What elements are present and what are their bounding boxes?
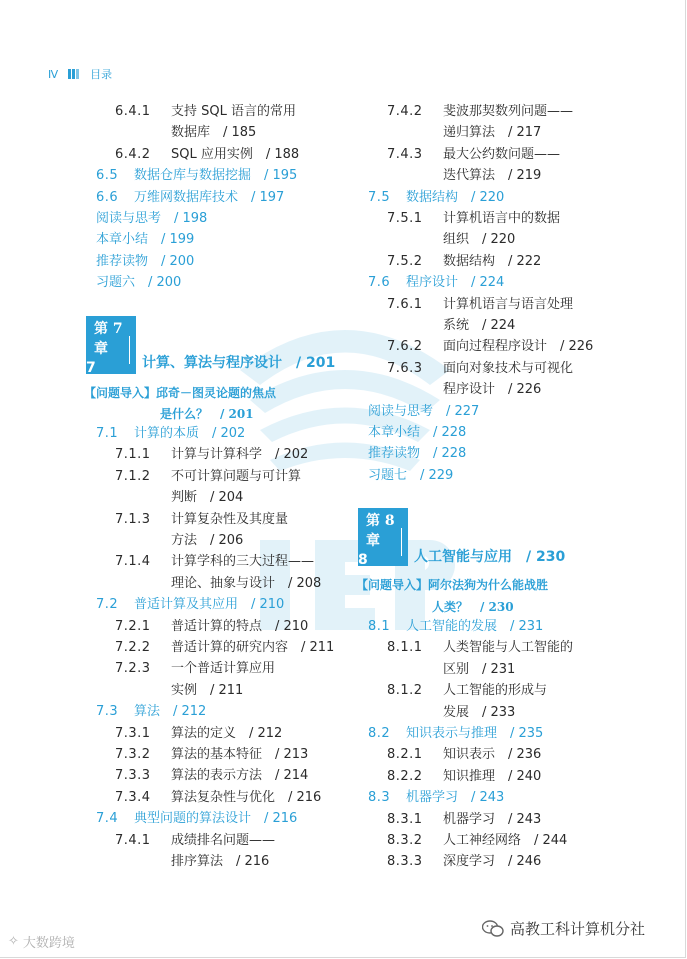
toc-entry-continuation[interactable] — [443, 230, 515, 250]
toc-subsection-entry[interactable] — [115, 788, 321, 808]
running-header — [48, 66, 112, 82]
toc-number: 7.6.3 — [387, 360, 423, 376]
toc-text: 阅读与思考 / 227 — [368, 403, 480, 419]
toc-subsection-entry[interactable] — [387, 209, 560, 229]
toc-text: 程序设计 / 226 — [443, 382, 542, 398]
toc-number: 6.4.2 — [115, 146, 151, 162]
toc-text: 算法的表示方法 / 214 — [171, 768, 309, 784]
toc-number: 6.6 — [96, 189, 119, 205]
toc-number: 7.3 — [96, 704, 119, 720]
toc-text: 计算与计算科学 / 202 — [171, 447, 309, 463]
toc-subsection-entry[interactable] — [387, 745, 541, 765]
toc-section-entry[interactable] — [96, 809, 297, 829]
footer-source — [482, 918, 645, 939]
toc-entry-continuation[interactable] — [443, 166, 541, 186]
toc-text: 区别 / 231 — [443, 661, 516, 677]
toc-text: 实例 / 211 — [171, 682, 244, 698]
toc-text: 一个普适计算应用 — [171, 661, 276, 677]
toc-number: 7.1.3 — [115, 511, 151, 527]
toc-text: 程序设计 / 224 — [406, 275, 505, 291]
toc-entry-continuation[interactable] — [443, 123, 541, 143]
toc-section-entry[interactable] — [96, 273, 181, 293]
toc-number: 8.1.2 — [387, 683, 423, 699]
toc-number: 8.3.1 — [387, 811, 423, 827]
toc-subsection-entry[interactable] — [115, 145, 299, 165]
toc-number: 7.6 — [368, 275, 391, 291]
footer-left-text: 大数跨境 — [22, 936, 75, 951]
toc-number: 7.3.2 — [115, 747, 151, 762]
toc-text: 算法的基本特征 / 213 — [171, 747, 309, 762]
toc-subsection-entry[interactable] — [387, 359, 573, 379]
toc-text: 数据仓库与数据挖掘 / 195 — [134, 168, 298, 184]
toc-text: 算法复杂性与优化 / 216 — [171, 789, 322, 805]
toc-entry-continuation[interactable] — [443, 316, 515, 336]
chapter-7-label: 第 7 章 — [94, 321, 123, 357]
toc-number: 7.4 — [96, 811, 119, 827]
toc-text: 普适计算的研究内容 / 211 — [171, 640, 335, 655]
toc-subsection-entry[interactable] — [115, 745, 308, 765]
toc-text: 发展 / 233 — [443, 704, 516, 720]
toc-entry-continuation[interactable] — [171, 574, 321, 594]
toc-section-entry[interactable] — [96, 230, 194, 250]
toc-section-entry[interactable] — [368, 444, 466, 464]
toc-entry-continuation[interactable] — [443, 703, 515, 723]
toc-number: 7.4.3 — [387, 146, 423, 162]
toc-text: 人工智能的发展 / 231 — [406, 619, 544, 634]
toc-text: 计算复杂性及其度量 — [171, 511, 289, 527]
toc-section-entry[interactable] — [96, 595, 284, 615]
toc-number: 6.5 — [96, 168, 119, 184]
toc-subsection-entry[interactable] — [115, 102, 296, 122]
chapter-8-label: 第 8 章 — [366, 513, 395, 549]
chapter-7-intro-line2[interactable]: 是什么？ / 201 — [160, 407, 254, 421]
toc-text: 普适计算的特点 / 210 — [171, 618, 309, 634]
toc-subsection-entry[interactable] — [387, 638, 573, 658]
toc-number: 7.2.1 — [115, 618, 151, 634]
footer-watermark-left — [8, 932, 75, 951]
toc-entry-continuation[interactable] — [443, 660, 515, 680]
toc-number: 7.3.1 — [115, 725, 151, 741]
toc-text: 算法 / 212 — [134, 704, 207, 720]
toc-subsection-entry[interactable] — [387, 681, 547, 701]
toc-text: 人工智能的形成与 — [443, 683, 548, 699]
toc-text: 系统 / 224 — [443, 318, 516, 333]
toc-number: 7.2 — [96, 597, 119, 613]
toc-subsection-entry[interactable] — [387, 852, 541, 872]
toc-text: 面向过程程序设计 / 226 — [443, 339, 594, 355]
toc-text: 支持 SQL 语言的常用 — [171, 104, 296, 119]
toc-section-entry[interactable] — [368, 188, 504, 208]
header-label: 目录 — [90, 68, 113, 81]
toc-section-entry[interactable] — [368, 273, 504, 293]
toc-section-entry[interactable] — [368, 724, 543, 744]
toc-number: 8.1.1 — [387, 640, 423, 656]
toc-text: 数据结构 / 220 — [406, 189, 505, 205]
chapter-divider — [401, 528, 402, 556]
toc-number: 6.4.1 — [115, 104, 151, 119]
toc-text: 知识表示与推理 / 235 — [406, 726, 544, 741]
chapter-8-title[interactable]: 人工智能与应用 / 230 — [414, 549, 566, 565]
toc-text: 斐波那契数列问题—— — [443, 104, 574, 119]
toc-subsection-entry[interactable] — [387, 337, 593, 357]
toc-subsection-entry[interactable] — [115, 831, 275, 851]
toc-text: 数据库 / 185 — [171, 125, 257, 141]
toc-subsection-entry[interactable] — [387, 102, 573, 122]
toc-number: 7.6.2 — [387, 339, 423, 355]
wechat-icon — [482, 920, 504, 938]
toc-section-entry[interactable] — [96, 702, 206, 722]
toc-section-entry[interactable] — [368, 617, 543, 637]
toc-section-entry[interactable] — [96, 424, 245, 444]
toc-number: 7.4.2 — [387, 104, 423, 119]
chapter-7-badge — [86, 316, 136, 374]
toc-text: 人工神经网络 / 244 — [443, 833, 568, 848]
toc-text: 递归算法 / 217 — [443, 125, 542, 141]
toc-entry-continuation[interactable] — [171, 488, 243, 508]
toc-section-entry[interactable] — [368, 423, 466, 443]
toc-section-entry[interactable] — [96, 252, 194, 272]
toc-text: 习题六 / 200 — [96, 275, 182, 291]
footer-left-icon: ✧ — [8, 934, 19, 949]
toc-subsection-entry[interactable] — [387, 252, 541, 272]
toc-text: 习题七 / 229 — [368, 467, 454, 483]
toc-number: 8.3.3 — [387, 854, 423, 870]
toc-subsection-entry[interactable] — [115, 724, 282, 744]
toc-entry-continuation[interactable] — [171, 123, 256, 143]
toc-subsection-entry[interactable] — [115, 766, 308, 786]
toc-number: 7.2.3 — [115, 661, 151, 677]
toc-text: 不可计算问题与可计算 — [171, 468, 302, 484]
toc-text: 判断 / 204 — [171, 490, 244, 506]
chapter-7-intro-line1[interactable]: 【问题导入】邱奇－图灵论题的焦点 — [84, 386, 277, 400]
toc-subsection-entry[interactable] — [115, 617, 308, 637]
toc-text: 计算机语言中的数据 — [443, 211, 561, 226]
toc-text: 理论、抽象与设计 / 208 — [171, 575, 322, 591]
toc-text: 典型问题的算法设计 / 216 — [134, 811, 298, 827]
toc-text: SQL 应用实例 / 188 — [171, 146, 300, 162]
toc-text: 深度学习 / 246 — [443, 854, 542, 870]
toc-number: 7.3.3 — [115, 768, 151, 784]
chapter-7-number: 7 — [86, 360, 96, 376]
toc-number: 8.2.2 — [387, 768, 423, 784]
toc-subsection-entry[interactable] — [115, 467, 301, 487]
toc-text: 组织 / 220 — [443, 232, 516, 248]
toc-text: 计算的本质 / 202 — [134, 426, 246, 441]
toc-number: 7.1.1 — [115, 447, 151, 463]
toc-number: 7.1.4 — [115, 554, 151, 570]
toc-text: 机器学习 / 243 — [443, 811, 542, 827]
toc-section-entry[interactable] — [368, 788, 504, 808]
toc-number: 7.1.2 — [115, 468, 151, 484]
toc-number: 8.2 — [368, 726, 391, 741]
toc-subsection-entry[interactable] — [387, 767, 541, 787]
toc-text: 最大公约数问题—— — [443, 146, 561, 162]
toc-text: 机器学习 / 243 — [406, 790, 505, 806]
toc-entry-continuation[interactable] — [171, 531, 243, 551]
book-icon — [68, 68, 80, 80]
toc-subsection-entry[interactable] — [387, 831, 567, 851]
toc-number: 7.5.1 — [387, 211, 423, 226]
chapter-divider — [129, 336, 130, 364]
toc-entry-continuation[interactable] — [171, 852, 269, 872]
toc-text: 普适计算及其应用 / 210 — [134, 597, 285, 613]
toc-text: 排序算法 / 216 — [171, 854, 270, 869]
toc-section-entry[interactable] — [96, 209, 207, 229]
toc-text: 人类智能与人工智能的 — [443, 640, 574, 656]
toc-text: 知识推理 / 240 — [443, 768, 542, 784]
toc-subsection-entry[interactable] — [387, 295, 573, 315]
toc-text: 本章小结 / 199 — [96, 232, 195, 248]
chapter-8-intro-line1[interactable]: 【问题导入】阿尔法狗为什么能战胜 — [356, 578, 549, 592]
toc-subsection-entry[interactable] — [115, 552, 314, 572]
toc-number: 7.6.1 — [387, 296, 423, 312]
chapter-8-intro-line2[interactable]: 人类？ / 230 — [432, 600, 514, 614]
toc-entry-continuation[interactable] — [171, 681, 243, 701]
toc-text: 阅读与思考 / 198 — [96, 211, 208, 226]
toc-number: 7.2.2 — [115, 640, 151, 655]
toc-number: 8.3.2 — [387, 833, 423, 848]
toc-text: 方法 / 206 — [171, 533, 244, 548]
toc-number: 7.3.4 — [115, 789, 151, 805]
toc-number: 8.2.1 — [387, 747, 423, 763]
toc-entry-continuation[interactable] — [443, 380, 541, 400]
chapter-8-badge — [358, 508, 408, 566]
toc-text: 推荐读物 / 228 — [368, 446, 467, 462]
toc-text: 算法的定义 / 212 — [171, 725, 283, 741]
toc-text: 万维网数据库技术 / 197 — [134, 189, 285, 205]
chapter-8-number: 8 — [358, 552, 368, 568]
chapter-7-title[interactable]: 计算、算法与程序设计 / 201 — [142, 355, 336, 371]
toc-text: 成绩排名问题—— — [171, 832, 276, 848]
toc-section-entry[interactable] — [96, 166, 297, 186]
toc-text: 本章小结 / 228 — [368, 425, 467, 440]
toc-text: 计算机语言与语言处理 — [443, 296, 574, 312]
toc-text: 迭代算法 / 219 — [443, 168, 542, 184]
toc-subsection-entry[interactable] — [387, 145, 560, 165]
toc-section-entry[interactable] — [96, 188, 284, 208]
toc-text: 知识表示 / 236 — [443, 747, 542, 763]
toc-number: 7.5.2 — [387, 253, 423, 269]
toc-subsection-entry[interactable] — [115, 445, 308, 465]
toc-subsection-entry[interactable] — [387, 810, 541, 830]
footer-right-text: 高教工科计算机分社 — [510, 920, 646, 938]
toc-subsection-entry[interactable] — [115, 510, 288, 530]
toc-number: 8.3 — [368, 790, 391, 806]
toc-text: 计算学科的三大过程—— — [171, 554, 315, 570]
toc-number: 8.1 — [368, 619, 391, 634]
toc-text: 推荐读物 / 200 — [96, 253, 195, 269]
toc-section-entry[interactable] — [368, 466, 453, 486]
toc-subsection-entry[interactable] — [115, 638, 334, 658]
toc-text: 面向对象技术与可视化 — [443, 360, 574, 376]
toc-number: 7.1 — [96, 426, 119, 441]
toc-section-entry[interactable] — [368, 402, 479, 422]
toc-subsection-entry[interactable] — [115, 659, 275, 679]
toc-number: 7.4.1 — [115, 832, 151, 848]
toc-number: 7.5 — [368, 189, 391, 205]
toc-text: 数据结构 / 222 — [443, 253, 542, 269]
page-numeral: Ⅳ — [48, 67, 59, 81]
